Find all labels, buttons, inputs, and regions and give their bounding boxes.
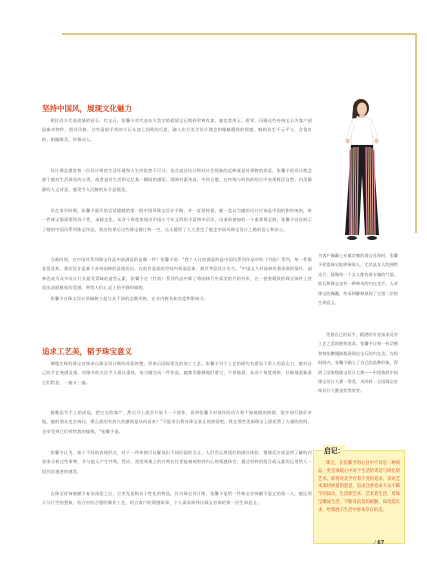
section1-paragraph-2: 设计理念通常和一位设计师的生活环境和人生经验密不可分。也众表达设计师对社会现象的反映或是对事物的命意。张馨予的设计理念源于她对生活体验的心得，或者是对生活和记忆某一瞬间的感悟，强调对素纯真，中西合璧，在传统与时尚的结合中表现鲜活自然、内美静静的人文诗意，感受令人沉醉的东方意境美。 [42, 168, 312, 192]
designer-portrait-photo [321, 95, 401, 245]
section2-paragraph-1: 璀璨生辉的珠宝首饰来自珠宝设计师的奇思妙想，更来自国际领先的加工工艺。张馨予对于工艺的研究有着异于常人的意志力，她对自己的手艺充满灵感，对细节的关注令人着以重视，每当她完成一件作品，她都会静静地盯着它，不停地看，从各个角度观察，仔细地重新看它们给意，一遍又一遍。 [42, 361, 312, 385]
column2-paragraph-2: 凭借自己的双手，精湛的专业技术及对工艺之美的极致追求，张馨予让每一枚切割和每张鹏镶嵌都展现出宝石的内在美，在短时间内，张馨予确立了自己的品牌形象，得到了国家级珠宝设计大赛——中国鲁彩中国珠宝设计大赛一等奖、风尚杯 · 全国珠宝首饰设计大赛金奖等荣誉。 [318, 332, 398, 394]
note-title: 启记： [324, 447, 345, 455]
page-number [374, 540, 384, 546]
section1-paragraph-3: 早在求学时期，张馨予就开始尝试跟她的第一批中国风珠宝设计手稿，并一直坚持着，她一直以为她的设计应该是中国的和传统的，每一件珠宝都需要铭场个性，承载文化。从各个角度体现出中国五千年文明的丰富和多层次，出道前参加的一个重要珠宝展，张馨予首次展示了她的中国风系列珠宝作品，展出结果后这些珠宝被订购一空，这无疑给了大大坚定了她走中国风珠宝设计之路的信心和决心。 [42, 208, 312, 232]
top-frame-line [62, 33, 417, 35]
section1-paragraph-4: 当被问到，在中国风系列珠宝作品中最满意的是哪一件？张馨予说："我个人比较满意的是中国风系列作品中的《竹韵》系列，每一件都非常喜欢，那次设计是基于苏州园林的意境而出，在很有意思的空间内构造意象，极其考验设计功力。"中国文人对园林有着深厚的情怀，园林也成为众多设计行业最受青睐的造型元素，张馨予在《竹韵》系列作品中除了将园林行中柔美的竹的外形，在一套套精致的珠宝饰件上营造出清丽雅致的美感，带给人们心灵上的平静和愉悦。 [42, 257, 312, 291]
page-number-separator: / [374, 540, 376, 546]
section1-paragraph-5: 张馨予在珠宝设计领域树立起与众不同的品牌风格，在业内极具知名度和影响力。 [50, 296, 209, 301]
section-title-2: 追求工艺美，韬予珠宝意义 [42, 347, 132, 356]
note-text: 珠宝，在张馨予的心目中不仅是一种商品，更是承载心中对于生活的寄话与回忆的艺术。即将对美学有着不变的追求，高对艺术深切执着的愿意，追求注重追求大众不稀罕的探访，生活即艺术、艺术着生活，用珠宝雕琢生活、不断对前景的耐勤，砖改延长求，给我展示生活中原本存在的美。 [318, 461, 400, 513]
section1-paragraph-1: 相比西方代表爱情的钻石、红宝石，张馨予对代表东方美学的爱情宝石简样翠黄有加。她也常用玉、碧翠、玛瑙这些传统宝石为客户创造新奇物件，照具风格。这些看似平常的小石头加上别致的巧思，融入东方美学设计理念和细腻精致的情感，韩则众生千元平与，含羞有的，相赋唯美，传情动人。 [42, 118, 312, 142]
right-frame-line [415, 33, 417, 233]
section2-paragraph-3: 张馨予认为，基于不同的表现形式，对于一件单独可以解读出不同层面的含义，人们会运用创们的感官体验，情感反应或是所了解的内容来分析这些事物，并与他人产生共鸣。然而，视觉效果上的共鸣往往更能被观察到内心的情感体会。通过材料的组合或元素的运用给人一段层次递进的感受。 [42, 450, 312, 474]
page-number-value: 67 [377, 540, 385, 546]
section2-paragraph-4: 在珠宝首饰被赋予复杂深意之后，它更先是极具个性化的物品，作为珠宝设计师，张馨予是给一件珠宝首饰赋予意义的第一人，她运用天马行空的想象，结合中西合璧的制作工艺，结合客户的情感故事、个人需求演绎出珠宝首饰的第一层生命意义。 [42, 491, 312, 506]
section-title-1: 坚持中国风，展现文化魅力 [42, 104, 132, 113]
column2-paragraph-1: 为客户佩戴上专属定制的珠宝首饰时，张馨予希望珠宝能够展现人，尤其是女人的独特光芒，就像每一个女人都有着专属的气质，钻石和珠宝也有一种神奇的内在光芒，人对珠宝的佩戴，传承和解释展现了它第二层的生命意义。 [318, 253, 398, 306]
section2-paragraph-2: 她唯恐写手上的成品，把它交给客户，然后马上就会开始下一个创作，看到张馨予对创作的动力和不知疲倦的热情，很多同行都好奇地，她的朋友也会询问，那么值的有持久的激情是从何而来？"可能来自我对珠宝真正的热爱吧，我在那些美丽珠宝上面花费了大量的时间，也享受到它们带给我的愉悦。"张馨予说。 [42, 410, 312, 434]
